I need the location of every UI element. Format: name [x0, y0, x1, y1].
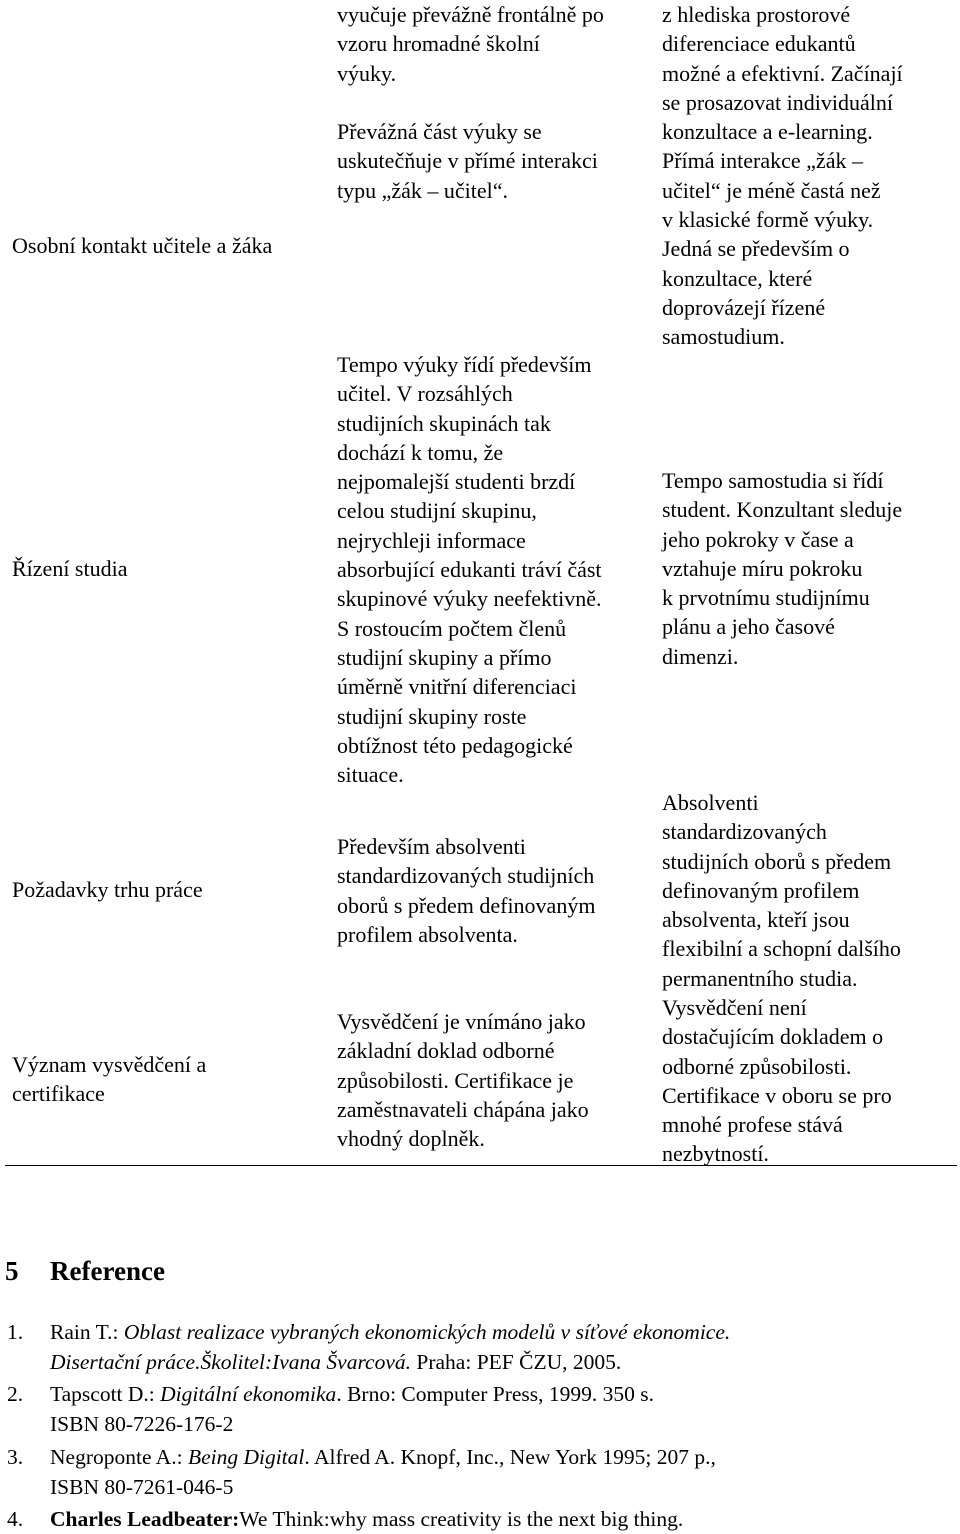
- section-number: 5: [5, 1256, 19, 1286]
- cell-distance-labor-market: Absolventi standardizovaných studijních oborů s předem definovaným profilem absolventa, kteří jsou flexibilní a schopní dalšího permanentního studia.: [662, 790, 901, 991]
- reference-publisher: Praha: PEF ČZU, 2005.: [411, 1350, 622, 1374]
- row-label-labor-market: Požadavky trhu práce: [12, 877, 203, 902]
- row-label-study-management: Řízení studia: [12, 556, 128, 581]
- reference-title: Being Digital: [187, 1445, 305, 1469]
- reference-publisher: . Alfred A. Knopf, Inc., New York 1995; 207 p.,: [304, 1445, 716, 1469]
- reference-author: Tapscott D.:: [50, 1382, 161, 1406]
- row-label-personal-contact: Osobní kontakt učitele a žáka: [12, 233, 273, 258]
- reference-number: 4.: [7, 1507, 24, 1531]
- table-bottom-rule: [5, 1165, 957, 1166]
- cell-traditional-labor-market: Především absolventi standardizovaných studijních oborů s předem definovaným profilem absolventa.: [337, 834, 596, 947]
- section-heading: [5, 1254, 165, 1288]
- cell-traditional-study-management: Tempo výuky řídí především učitel. V rozsáhlých studijních skupinách tak dochází k tomu, že nejpomalejší studenti brzdí celou studijní skupinu, nejrychleji informace absorbující edukanti tráví část skupinové výuky neefektivně. S rostoucím počtem členů studijní skupiny a přímo úměrně vnitřní diferenciaci studijní skupiny roste obtížnost této pedagogické situace.: [337, 352, 602, 788]
- cell-distance-certificates: Vysvědčení není dostačujícím dokladem o odborné způsobilosti. Certifikace v oboru se pro mnohé profese stává nezbytností.: [662, 995, 892, 1167]
- cell-distance-personal-contact: z hlediska prostorové diferenciace edukantů možné a efektivní. Začínají se prosazovat individuální konzultace a e-learning. Přímá interakce „žák – učitel“ je méně častá než v klasické formě výuky. Jedná se především o konzultace, které doprovázejí řízené samostudium.: [662, 2, 903, 350]
- reference-author: Rain T.:: [50, 1320, 124, 1344]
- reference-number: 2.: [7, 1382, 24, 1406]
- reference-number: 1.: [7, 1320, 24, 1344]
- reference-detail: Disertační práce.Školitel:Ivana Švarcová.: [50, 1350, 412, 1374]
- reference-author: Negroponte A.:: [50, 1445, 188, 1469]
- reference-title: Digitální ekonomika: [160, 1382, 337, 1406]
- cell-distance-study-management: Tempo samostudia si řídí student. Konzultant sleduje jeho pokroky v čase a vztahuje míru pokroku k prvotnímu studijnímu plánu a jeho časové dimenzi.: [662, 468, 903, 669]
- cell-traditional-certificates: Vysvědčení je vnímáno jako základní doklad odborné způsobilosti. Certifikace je zaměstnavateli chápána jako vhodný doplněk.: [337, 1009, 589, 1152]
- reference-isbn: ISBN 80-7261-046-5: [50, 1475, 234, 1499]
- cell-traditional-personal-contact: vyučuje převážně frontálně po vzoru hromadné školní výuky. Převážná část výuky se uskutečňuje v přímé interakci typu „žák – učitel“.: [337, 2, 604, 203]
- reference-author: Charles Leadbeater:: [50, 1507, 240, 1531]
- reference-publisher: . Brno: Computer Press, 1999. 350 s.: [336, 1382, 655, 1406]
- section-title: Reference: [50, 1256, 165, 1286]
- reference-number: 3.: [7, 1445, 24, 1469]
- reference-title: Oblast realizace vybraných ekonomických modelů v síťové ekonomice.: [123, 1320, 731, 1344]
- row-label-certificates: Význam vysvědčení a certifikace: [12, 1052, 207, 1107]
- reference-title: We Think:why mass creativity is the next big thing.: [239, 1507, 684, 1531]
- reference-isbn: ISBN 80-7226-176-2: [50, 1412, 234, 1436]
